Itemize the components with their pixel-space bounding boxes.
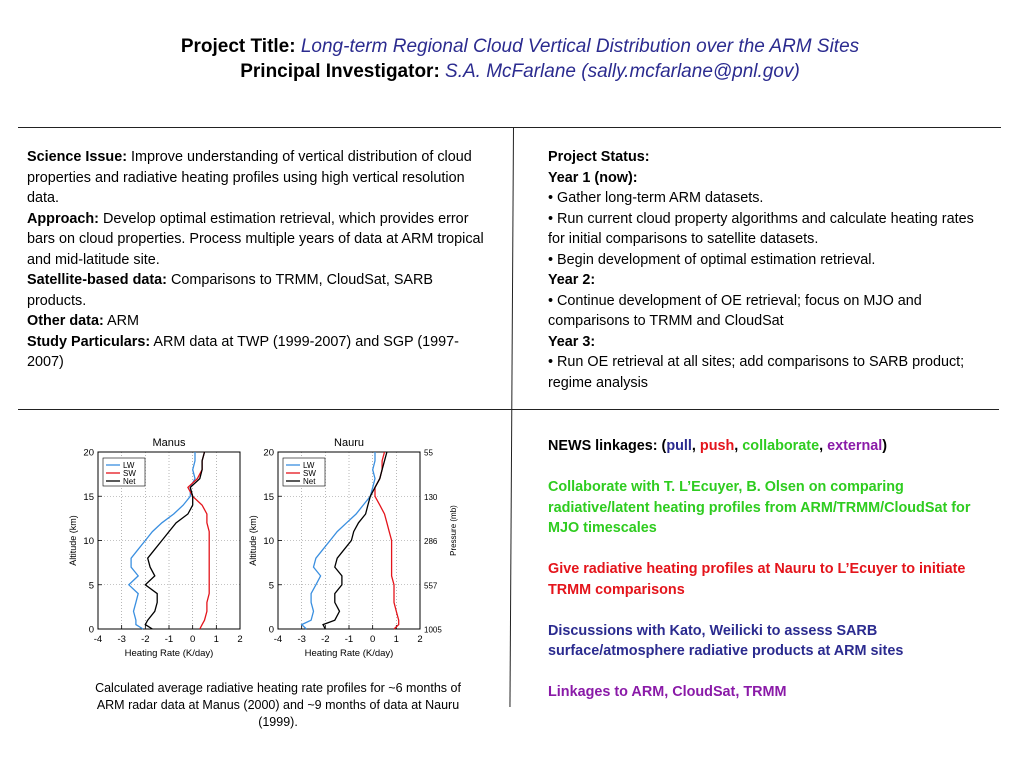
news-comma: , (734, 438, 739, 454)
nauru-x-tick-label: -4 (273, 634, 283, 645)
nauru-pressure-tick-label: 1005 (424, 625, 442, 635)
nauru-legend-label-lw: LW (303, 461, 315, 470)
project-title-label: Project Title: (180, 36, 296, 57)
nauru-x-tick-label: 2 (417, 634, 423, 645)
other-data (27, 311, 492, 332)
figure-caption: Calculated average radiative heating rate profiles for ~6 months of ARM radar data at Manus (2000) and ~9 months of data at Nauru (1999). (95, 681, 461, 729)
year1-heading: Year 1 (now): (548, 169, 638, 186)
year1-item: • Begin development of optimal estimation retrieval. (548, 251, 876, 268)
manus-x-tick-label: 1 (213, 634, 219, 645)
nauru-x-tick-label: 1 (393, 634, 399, 645)
manus-legend-label-lw: LW (123, 461, 135, 470)
nauru-y-tick-label: 5 (268, 580, 274, 592)
news-comma: , (819, 438, 824, 454)
manus-x-axis-label: Heating Rate (K/day) (124, 648, 214, 659)
top-divider (18, 127, 1001, 128)
science-panel (27, 147, 492, 373)
nauru-pressure-tick-label: 130 (424, 492, 438, 502)
satellite-text: Comparisons to TRMM, CloudSat, SARB products. (27, 272, 434, 309)
status-title: Project Status: (548, 149, 650, 165)
nauru-pressure-tick-label: 557 (424, 581, 438, 591)
nauru-x-tick-label: 0 (370, 634, 376, 645)
nauru-y-tick-label: 10 (263, 536, 274, 547)
nauru-y-axis-label: Altitude (km) (248, 515, 258, 566)
project-title-line (0, 34, 1024, 59)
manus-legend-label-net: Net (123, 477, 136, 486)
project-title: Long-term Regional Cloud Vertical Distribution over the ARM Sites (300, 36, 860, 57)
news-collaborate-text: Collaborate with T. L’Ecuyer, B. Olsen on comparing radiative/latent heating profiles from ARM/TRMM/CloudSat for MJO timescales (548, 479, 971, 536)
middle-divider (18, 409, 999, 410)
news-push-text: Give radiative heating profiles at Nauru to L’Ecuyer to initiate TRMM comparisons (548, 561, 966, 598)
nauru-chart-title: Nauru (334, 437, 364, 449)
satellite-label: Satellite-based data: (27, 272, 167, 288)
manus-legend-label-sw: SW (123, 469, 136, 478)
nauru-x-axis-label: Heating Rate (K/day) (304, 648, 394, 659)
year1-item: • Gather long-term ARM datasets. (548, 190, 764, 206)
news-external-text: Linkages to ARM, CloudSat, TRMM (548, 684, 787, 700)
news-push: push (699, 438, 735, 454)
nauru-y-tick-label: 15 (263, 491, 274, 503)
approach (27, 209, 492, 271)
status-panel (548, 147, 988, 393)
news-external: external (827, 438, 883, 454)
manus-y-tick-label: 10 (83, 536, 94, 547)
science-issue-label: Science Issue: (27, 149, 127, 165)
header (0, 34, 1024, 84)
manus-x-tick-label: 2 (237, 634, 243, 645)
news-panel (548, 436, 988, 723)
manus-chart-title: Manus (152, 437, 186, 449)
year3-item: • Run OE retrieval at all sites; add comparisons to SARB product; regime analysis (548, 354, 965, 391)
heating-rate-charts (62, 428, 522, 668)
nauru-legend-label-net: Net (303, 477, 316, 486)
manus-x-tick-label: 0 (190, 634, 196, 645)
news-heading (548, 436, 988, 457)
year2-item: • Continue development of OE retrieval; focus on MJO and comparisons to TRMM and CloudSat (548, 292, 922, 329)
year1-item: • Run current cloud property algorithms and calculate heating rates for initial comparisons to satellite datasets. (548, 210, 974, 247)
manus-y-axis-label: Altitude (km) (68, 515, 78, 566)
nauru-legend-label-sw: SW (303, 469, 316, 478)
science-issue (27, 147, 492, 209)
manus-y-tick-label: 5 (88, 580, 94, 592)
manus-y-tick-label: 0 (88, 624, 94, 636)
satellite-data (27, 270, 492, 311)
study-label: Study Particulars: (27, 333, 151, 350)
pi-label: Principal Investigator: (240, 61, 440, 82)
study-text: ARM data at TWP (1999-2007) and SGP (1997-2007) (27, 333, 459, 370)
nauru-pressure-tick-label: 286 (424, 537, 438, 546)
approach-label: Approach: (27, 210, 99, 227)
approach-text: Develop optimal estimation retrieval, which provides error bars on cloud properties. Process multiple years of data at ARM tropical and mid-latitude site. (27, 210, 484, 268)
manus-y-tick-label: 20 (83, 447, 94, 459)
news-pull: pull (666, 438, 692, 454)
pi-line (0, 59, 1024, 84)
other-label: Other data: (27, 313, 104, 329)
nauru-x-tick-label: -2 (321, 634, 330, 645)
nauru-y-tick-label: 20 (263, 447, 274, 459)
manus-x-tick-label: -2 (141, 634, 150, 645)
nauru-x-tick-label: -1 (344, 634, 354, 645)
nauru-x-tick-label: -3 (297, 634, 306, 645)
news-collaborate: collaborate (742, 438, 820, 454)
manus-y-tick-label: 15 (83, 491, 94, 503)
science-issue-text: Improve understanding of vertical distribution of cloud properties and radiative heating profiles using high vertical resolution data. (27, 149, 472, 206)
news-suffix: ) (882, 438, 888, 454)
manus-x-tick-label: -4 (93, 634, 103, 645)
news-prefix: NEWS linkages: ( (548, 438, 667, 454)
manus-x-tick-label: -3 (117, 634, 126, 645)
nauru-pressure-axis-label: Pressure (mb) (449, 505, 458, 556)
nauru-pressure-tick-label: 55 (424, 448, 433, 458)
nauru-y-tick-label: 0 (268, 624, 274, 636)
year3-heading: Year 3: (548, 333, 596, 350)
news-comma: , (691, 438, 696, 454)
other-text: ARM (106, 313, 139, 329)
year2-heading: Year 2: (548, 272, 596, 288)
study-particulars (27, 332, 492, 373)
news-pull-text: Discussions with Kato, Weilicki to assess SARB surface/atmosphere radiative products at ARM sites (548, 622, 904, 659)
manus-x-tick-label: -1 (164, 634, 174, 645)
pi-name: S.A. McFarlane (sally.mcfarlane@pnl.gov) (445, 61, 800, 82)
